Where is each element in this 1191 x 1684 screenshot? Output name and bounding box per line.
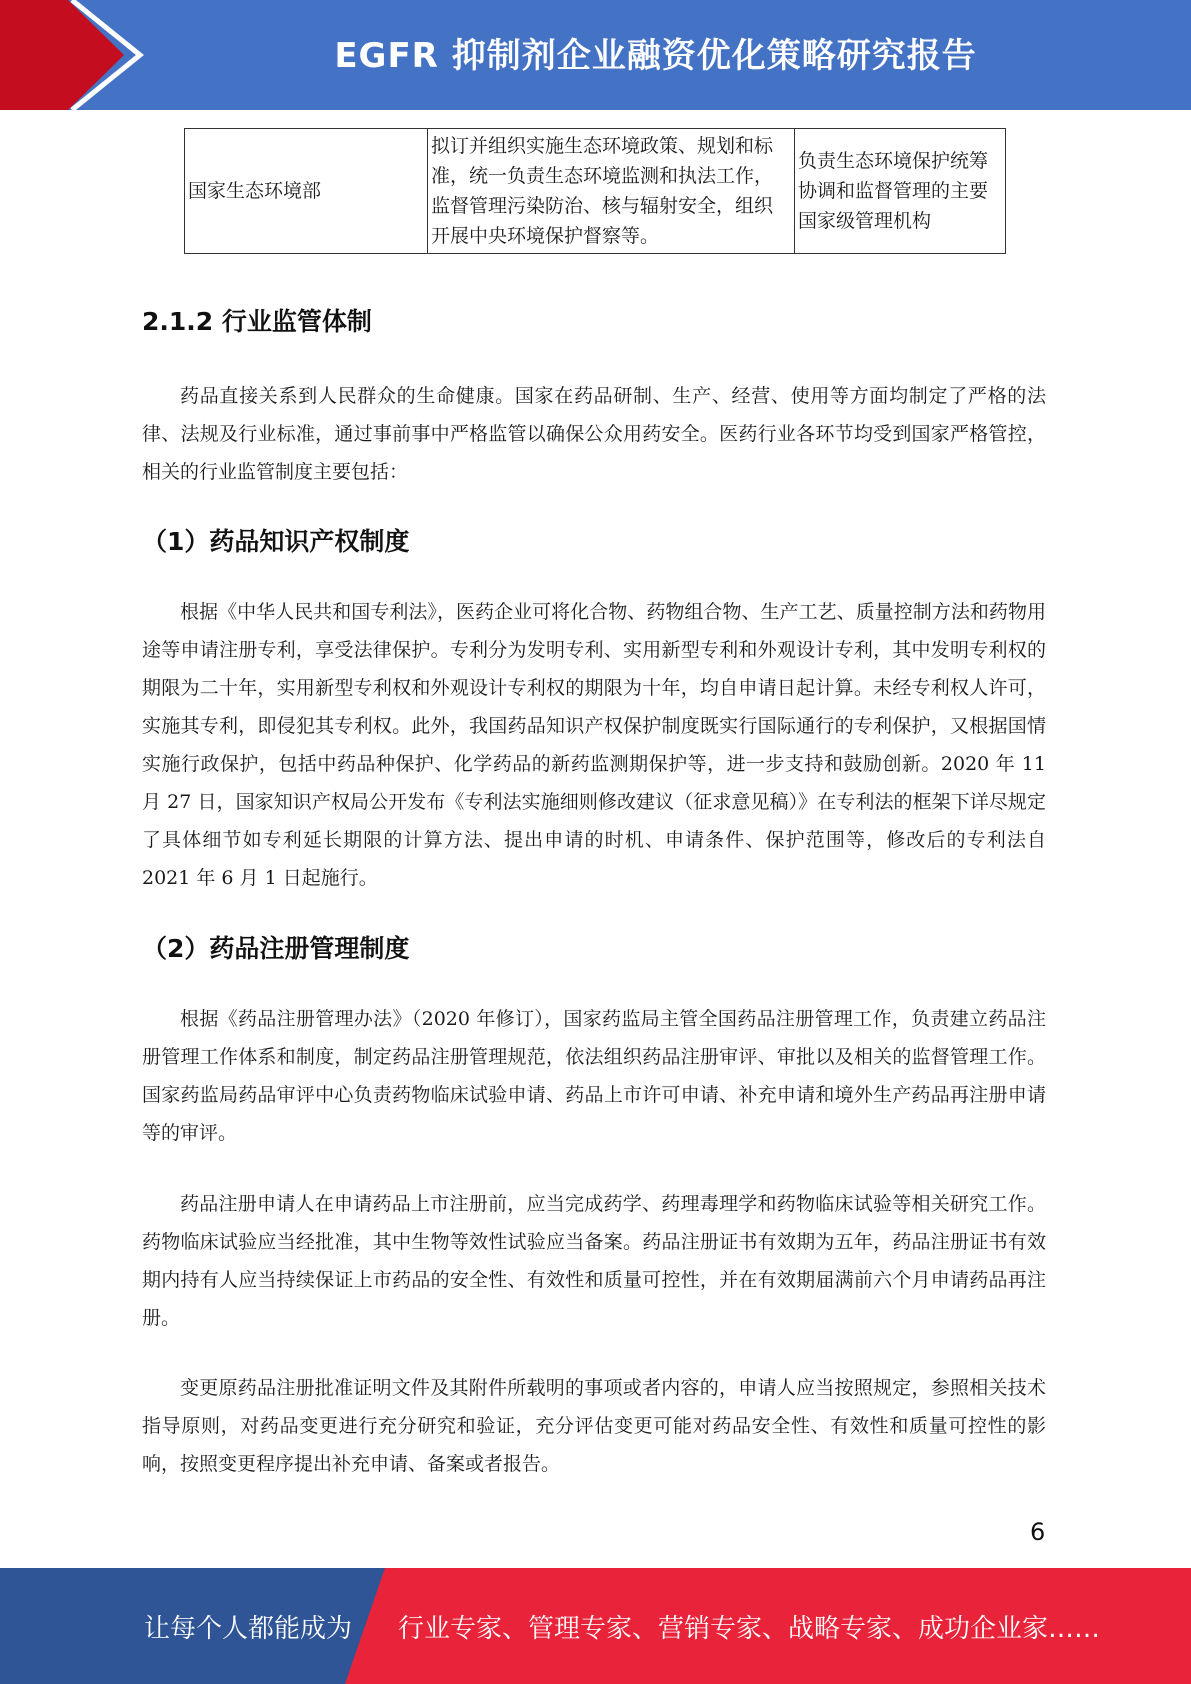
table-cell-role: 负责生态环境保护统筹协调和监督管理的主要国家级管理机构: [795, 129, 1006, 254]
ip-paragraph: 根据《中华人民共和国专利法》，医药企业可将化合物、药物组合物、生产工艺、质量控制方法和药物用途等申请注册专利，享受法律保护。专利分为发明专利、实用新型专利和外观设计专利，其中发明专利权的期限为二十年，实用新型专利权和外观设计专利权的期限为十年，均自申请日起计算。未经专利权人许可，实施其专利，即侵犯其专利权。此外，我国药品知识产权保护制度既实行国际通行的专利保护，又根据国情实施行政保护，包括中药品种保护、化学药品的新药监测期保护等，进一步支持和鼓励创新。2020 年 11 月 27 日，国家知识产权局公开发布《专利法实施细则修改建议（征求意见稿）》在专利法的框架下详尽规定了具体细节如专利延长期限的计算方法、提出申请的时机、申请条件、保护范围等，修改后的专利法自 2021 年 6 月 1 日起施行。: [142, 601, 1046, 889]
table-cell-duties: 拟订并组织实施生态环境政策、规划和标准，统一负责生态环境监测和执法工作，监督管理污染防治、核与辐射安全，组织开展中央环境保护督察等。: [428, 129, 795, 254]
registration-paragraph-2: 药品注册申请人在申请药品上市注册前，应当完成药学、药理毒理学和药物临床试验等相关研究工作。药物临床试验应当经批准，其中生物等效性试验应当备案。药品注册证书有效期为五年，药品注册证书有效期内持有人应当持续保证上市药品的安全性、有效性和质量可控性，并在有效期届满前六个月申请药品再注册。: [142, 1193, 1046, 1329]
table-row: [185, 129, 1006, 254]
section-intro-paragraph: 药品直接关系到人民群众的生命健康。国家在药品研制、生产、经营、使用等方面均制定了严格的法律、法规及行业标准，通过事前事中严格监管以确保公众用药安全。医药行业各环节均受到国家严格管控，相关的行业监管制度主要包括：: [142, 385, 1046, 483]
table-cell-agency: 国家生态环境部: [185, 129, 428, 254]
subsection-heading-ip: （1）药品知识产权制度: [142, 527, 410, 556]
regulator-table: [184, 128, 1006, 254]
subsection-heading-registration: （2）药品注册管理制度: [142, 934, 410, 963]
section-heading: 2.1.2 行业监管体制: [142, 307, 372, 336]
page-number: 6: [1030, 1518, 1046, 1546]
registration-paragraph-1: 根据《药品注册管理办法》（2020 年修订），国家药监局主管全国药品注册管理工作，负责建立药品注册管理工作体系和制度，制定药品注册管理规范，依法组织药品注册审评、审批以及相关的监督管理工作。国家药监局药品审评中心负责药物临床试验申请、药品上市许可申请、补充申请和境外生产药品再注册申请等的审评。: [142, 1008, 1046, 1144]
footer-slogan-right: 行业专家、管理专家、营销专家、战略专家、成功企业家……: [398, 1614, 1101, 1644]
report-title: EGFR 抑制剂企业融资优化策略研究报告: [334, 36, 977, 76]
page-footer: [0, 1568, 1191, 1684]
page-header: [0, 0, 1191, 110]
registration-paragraph-3: 变更原药品注册批准证明文件及其附件所载明的事项或者内容的，申请人应当按照规定，参照相关技术指导原则，对药品变更进行充分研究和验证，充分评估变更可能对药品安全性、有效性和质量可控性的影响，按照变更程序提出补充申请、备案或者报告。: [142, 1377, 1046, 1475]
footer-slogan-left: 让每个人都能成为: [144, 1614, 353, 1644]
